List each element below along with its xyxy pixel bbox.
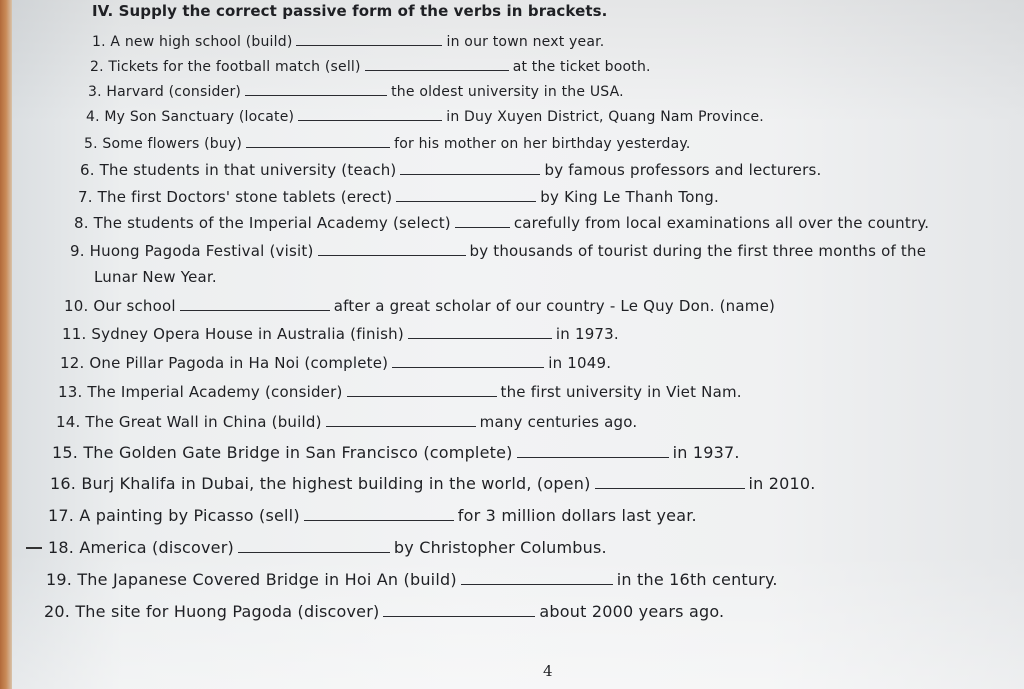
question-17	[48, 504, 697, 525]
exercise-title: IV. Supply the correct passive form of the verbs in brackets.	[92, 2, 608, 20]
question-16	[50, 472, 816, 493]
question-12-prompt: 12. One Pillar Pagoda in Ha Noi (complete)	[60, 354, 389, 372]
question-9-blank[interactable]	[318, 240, 466, 256]
question-18-blank[interactable]	[238, 536, 390, 553]
question-16-prompt: 16. Burj Khalifa in Dubai, the highest building in the world, (open)	[50, 474, 591, 493]
question-15-prompt: 15. The Golden Gate Bridge in San Francisco (complete)	[52, 443, 513, 462]
question-10-blank[interactable]	[180, 295, 330, 311]
margin-pen-mark	[26, 547, 42, 549]
question-6-prompt: 6. The students in that university (teach)	[80, 161, 397, 179]
question-16-ending: in 2010.	[748, 474, 816, 493]
question-20-ending: about 2000 years ago.	[539, 602, 725, 621]
question-10-prompt: 10. Our school	[64, 297, 176, 315]
question-13-prompt: 13. The Imperial Academy (consider)	[58, 383, 343, 401]
question-3-prompt: 3. Harvard (consider)	[88, 84, 242, 100]
question-10-ending: after a great scholar of our country - Le Quy Don. (name)	[333, 297, 776, 315]
question-14	[56, 411, 637, 431]
question-11-prompt: 11. Sydney Opera House in Australia (finish)	[62, 325, 404, 343]
question-3-ending: the oldest university in the USA.	[391, 84, 624, 100]
question-1-ending: in our town next year.	[446, 34, 605, 50]
question-6-ending: by famous professors and lecturers.	[544, 161, 822, 179]
question-14-prompt: 14. The Great Wall in China (build)	[56, 413, 322, 431]
question-5	[84, 133, 691, 152]
question-13-blank[interactable]	[347, 381, 497, 397]
question-11-ending: in 1973.	[555, 325, 619, 343]
question-14-ending: many centuries ago.	[479, 413, 638, 431]
question-20	[44, 600, 724, 621]
question-15-blank[interactable]	[517, 441, 669, 458]
question-19-blank[interactable]	[461, 568, 613, 585]
question-4	[86, 106, 764, 125]
question-17-blank[interactable]	[304, 504, 454, 521]
question-13	[58, 381, 742, 401]
question-18-ending: by Christopher Columbus.	[393, 538, 607, 557]
question-12-blank[interactable]	[392, 352, 544, 368]
question-5-ending: for his mother on her birthday yesterday.	[394, 136, 691, 152]
question-18	[48, 536, 607, 557]
question-1	[92, 31, 604, 50]
question-20-prompt: 20. The site for Huong Pagoda (discover)	[44, 602, 380, 621]
question-10	[64, 295, 775, 315]
question-7-prompt: 7. The first Doctors' stone tablets (erect)	[78, 188, 393, 206]
question-5-prompt: 5. Some flowers (buy)	[84, 136, 243, 152]
question-4-blank[interactable]	[298, 106, 442, 121]
question-9	[70, 240, 926, 260]
question-11	[62, 323, 619, 343]
question-7-ending: by King Le Thanh Tong.	[540, 188, 719, 206]
page-number: 4	[543, 662, 553, 680]
question-9-prompt: 9. Huong Pagoda Festival (visit)	[70, 242, 314, 260]
question-13-ending: the first university in Viet Nam.	[500, 383, 742, 401]
question-17-ending: for 3 million dollars last year.	[457, 506, 697, 525]
question-19	[46, 568, 778, 589]
question-7-blank[interactable]	[396, 186, 536, 202]
question-4-ending: in Duy Xuyen District, Quang Nam Province.	[446, 109, 764, 125]
question-2	[90, 56, 651, 75]
question-17-prompt: 17. A painting by Picasso (sell)	[48, 506, 300, 525]
question-16-blank[interactable]	[595, 472, 745, 489]
question-12-ending: in 1049.	[548, 354, 612, 372]
question-19-prompt: 19. The Japanese Covered Bridge in Hoi An (build)	[46, 570, 457, 589]
question-2-prompt: 2. Tickets for the football match (sell)	[90, 59, 361, 75]
question-8	[74, 212, 929, 232]
question-7	[78, 186, 719, 206]
question-4-prompt: 4. My Son Sanctuary (locate)	[86, 109, 295, 125]
question-8-prompt: 8. The students of the Imperial Academy (select)	[74, 214, 451, 232]
question-6	[80, 159, 821, 179]
question-18-prompt: 18. America (discover)	[48, 538, 234, 557]
question-15	[52, 441, 740, 462]
question-2-blank[interactable]	[365, 56, 509, 71]
question-15-ending: in 1937.	[672, 443, 740, 462]
question-1-blank[interactable]	[296, 31, 442, 46]
question-1-prompt: 1. A new high school (build)	[92, 34, 293, 50]
question-3-blank[interactable]	[245, 81, 387, 96]
question-5-blank[interactable]	[246, 133, 390, 148]
question-8-ending: carefully from local examinations all over the country.	[513, 214, 930, 232]
question-3	[88, 81, 624, 100]
question-9-continuation: Lunar New Year.	[94, 268, 217, 286]
question-9-ending: by thousands of tourist during the first three months of the	[469, 242, 927, 260]
question-20-blank[interactable]	[383, 600, 535, 617]
question-8-blank[interactable]	[455, 212, 510, 228]
question-19-ending: in the 16th century.	[616, 570, 778, 589]
question-6-blank[interactable]	[400, 159, 540, 175]
question-2-ending: at the ticket booth.	[512, 59, 651, 75]
question-14-blank[interactable]	[326, 411, 476, 427]
question-11-blank[interactable]	[408, 323, 552, 339]
question-12	[60, 352, 611, 372]
